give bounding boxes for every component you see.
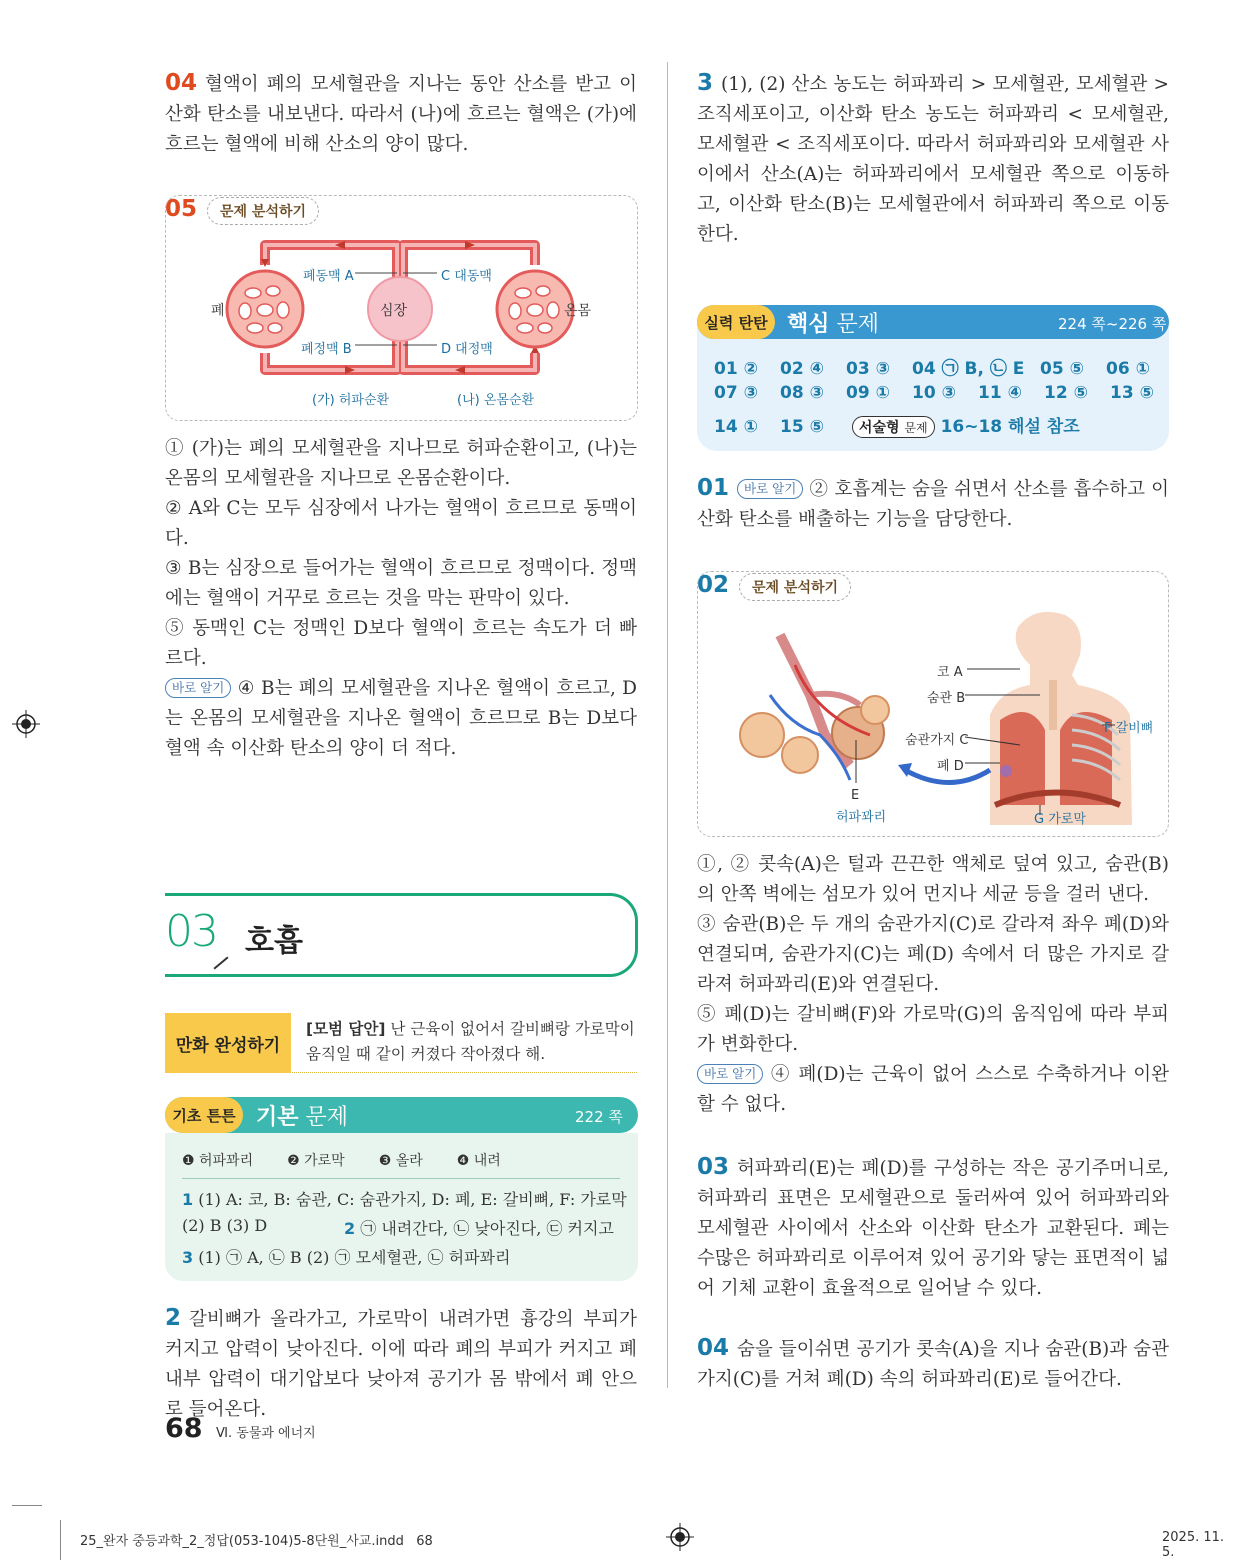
basic-line-2a: (2) B (3) D bbox=[182, 1216, 268, 1235]
q05-line-2: ② A와 C는 모두 심장에서 나가는 혈액이 흐르므로 동맥이다. bbox=[165, 498, 637, 549]
alveoli-cluster bbox=[740, 635, 889, 780]
print-file-name: 25_완자 중등과학_2_정답(053-104)5-8단원_사교.indd 68 bbox=[80, 1534, 433, 1549]
label-nose-a: 코 A bbox=[937, 665, 963, 680]
basic-line-2b: 2 ㉠ 내려간다, ㉡ 낮아진다, ㉢ 커지고 bbox=[344, 1219, 614, 1238]
q04-text: 04 혈액이 폐의 모세혈관을 지나는 동안 산소를 받고 이산화 탄소를 내보낸다. 따라서 (나)에 흐르는 혈액은 (가)에 흐르는 혈액에 비해 산소의 양이 많다. bbox=[165, 70, 637, 155]
basic-line-1: 1 (1) A: 코, B: 숨관, C: 숨관가지, D: 폐, E: 갈비뼈, F: 가로막 bbox=[182, 1190, 627, 1209]
body-label: 온몸 bbox=[564, 303, 592, 319]
q3-text: 3 (1), (2) 산소 농도는 허파꽈리 > 모세혈관, 모세혈관 > 조직세포이고, 이산화 탄소 농도는 허파꽈리 < 모세혈관, 모세혈관 < 조직세포이다. 따라서 허파꽈리와 모세혈관 사이에서 산소(A)는 허파꽈리에서 모세혈관 쪽으로 이동하고, 이산화 탄소(B)는 모세혈관에서 허파꽈리 쪽으로 이동한다. bbox=[697, 70, 1169, 245]
label-diaphragm-g: G 가로막 bbox=[1034, 812, 1086, 827]
basic-blanks: ❶ 허파꽈리 ❷ 가로막 ❸ 올라 ❹ 내려 bbox=[182, 1153, 501, 1169]
core-row-3: 14 ① 15 ⑤ 서술형 문제 16~18 해설 참조 bbox=[714, 417, 1080, 437]
column-divider bbox=[667, 62, 668, 1388]
basic-pages: 222 쪽 bbox=[575, 1108, 623, 1126]
q04-right-text: 04 숨을 들이쉬면 공기가 콧속(A)을 지나 숨관(B)과 숨관가지(C)를 거쳐 폐(D) 속의 허파꽈리(E)로 들어간다. bbox=[697, 1335, 1169, 1390]
section-header-box bbox=[165, 893, 638, 977]
basic-tag: 기초 튼튼 bbox=[165, 1097, 243, 1133]
q02-analysis-tag: 문제 분석하기 bbox=[739, 573, 851, 601]
q02-line-3: ⑤ 폐(D)는 갈비뼈(F)와 가로막(G)의 움직임에 따라 부피가 변화한다. bbox=[697, 1004, 1169, 1055]
label-trachea-b: 숨관 B bbox=[927, 691, 966, 706]
core-pages: 224 쪽~226 쪽 bbox=[1058, 315, 1167, 333]
q2-text: 2 갈비뼈가 올라가고, 가로막이 내려가면 흉강의 부피가 커지고 압력이 낮아진다. 이에 따라 폐의 부피가 커지고 폐 내부 압력이 대기압보다 낮아져 공기가 몸 밖에서 폐 안으로 들어온다. bbox=[165, 1305, 637, 1420]
registration-mark-icon bbox=[12, 710, 40, 738]
label-lung-d: 폐 D bbox=[937, 759, 964, 774]
section-title: 호흡 bbox=[245, 924, 303, 959]
label-bronchi-c: 숨관가지 C bbox=[905, 733, 969, 748]
circulation-diagram bbox=[165, 225, 638, 415]
label-pulmonary-circulation: (가) 허파순환 bbox=[312, 393, 390, 408]
respiratory-diagram bbox=[700, 605, 1165, 830]
cartoon-answer: [모범 답안] 난 근육이 없어서 갈비뼈랑 가로막이 움직일 때 같이 커졌다 작아졌다 해. bbox=[306, 1020, 635, 1063]
label-pulmonary-artery-a: 폐동맥 A bbox=[303, 269, 354, 284]
core-row-1: 01 ② 02 ④ 03 ③ 04 ㉠ B, ㉡ E 05 ⑤ 06 ① bbox=[714, 359, 1150, 379]
label-pulmonary-vein-b: 폐정맥 B bbox=[301, 342, 352, 357]
label-alveoli: 허파꽈리 bbox=[836, 810, 887, 825]
basic-line-3: 3 (1) ㉠ A, ㉡ B (2) ㉠ 모세혈관, ㉡ 허파꽈리 bbox=[182, 1248, 511, 1267]
q05-line-1: ① (가)는 폐의 모세혈관을 지나므로 허파순환이고, (나)는 온몸의 모세혈관을 지나므로 온몸순환이다. bbox=[165, 438, 637, 489]
label-e: E bbox=[851, 788, 860, 803]
core-title: 핵심 문제 bbox=[787, 312, 880, 337]
q05-line-4: ⑤ 동맥인 C는 정맥인 D보다 혈액이 흐르는 속도가 더 빠르다. bbox=[165, 618, 637, 669]
core-tag: 실력 탄탄 bbox=[697, 305, 775, 339]
q02-line-1: ①, ② 콧속(A)은 털과 끈끈한 액체로 덮여 있고, 숨관(B)의 안쪽 벽에는 섬모가 있어 먼지나 세균 등을 걸러 낸다. bbox=[697, 854, 1169, 905]
q03-text: 03 허파꽈리(E)는 폐(D)를 구성하는 작은 공기주머니로, 허파꽈리 표면은 모세혈관으로 둘러싸여 있어 허파꽈리와 모세혈관 사이에서 산소와 이산화 탄소가 교환된다. 폐는 수많은 허파꽈리로 이루어져 있어 공기와 닿는 표면적이 넓어 기체 교환이 효율적으로 일어날 수 있다. bbox=[697, 1154, 1169, 1299]
section-number: 03 bbox=[165, 906, 217, 957]
q05-analysis-tag: 문제 분석하기 bbox=[207, 197, 319, 225]
q02-correction: 바로 알기 ④ 폐(D)는 근육이 없어 스스로 수축하거나 이완할 수 없다. bbox=[697, 1064, 1169, 1115]
print-date: 2025. 11. 5. bbox=[1162, 1530, 1225, 1560]
q02-line-2: ③ 숨관(B)은 두 개의 숨관가지(C)로 갈라져 좌우 폐(D)와 연결되며, 숨관가지(C)는 폐(D) 속에서 더 많은 가지로 갈라져 허파꽈리(E)와 연결된다. bbox=[697, 914, 1169, 995]
quick-check-badge: 바로 알기 bbox=[165, 678, 231, 698]
page-number: 68 bbox=[165, 1413, 203, 1444]
q05-number: 05 bbox=[165, 196, 198, 222]
q02-explanations bbox=[697, 850, 1169, 1120]
cartoon-label: 만화 완성하기 bbox=[165, 1013, 291, 1073]
lung-label: 폐 bbox=[211, 303, 225, 319]
q05-explanations bbox=[165, 434, 637, 764]
label-aorta-c: C 대동맥 bbox=[441, 269, 492, 284]
label-systemic-circulation: (나) 온몸순환 bbox=[457, 393, 535, 408]
chapter-name: Ⅵ. 동물과 에너지 bbox=[216, 1426, 316, 1441]
q05-line-3: ③ B는 심장으로 들어가는 혈액이 흐르므로 정맥이다. 정맥에는 혈액이 거꾸로 흐르는 것을 막는 판막이 있다. bbox=[165, 558, 637, 609]
registration-mark-icon bbox=[666, 1523, 694, 1551]
q01-text: 01 바로 알기 ② 호흡계는 숨을 쉬면서 산소를 흡수하고 이산화 탄소를 배출하는 기능을 담당한다. bbox=[697, 475, 1169, 530]
core-row-2: 07 ③ 08 ③ 09 ① 10 ③ 11 ④ 12 ⑤ 13 ⑤ bbox=[714, 383, 1154, 403]
essay-badge: 서술형 문제 bbox=[852, 416, 935, 438]
label-vena-cava-d: D 대정맥 bbox=[441, 342, 493, 357]
heart-label: 심장 bbox=[380, 303, 408, 319]
label-ribs-f: F 갈비뼈 bbox=[1104, 721, 1154, 736]
basic-title: 기본 문제 bbox=[256, 1105, 349, 1130]
q02-number: 02 bbox=[697, 572, 730, 598]
q05-correction: 바로 알기 ④ B는 폐의 모세혈관을 지나온 혈액이 흐르고, D는 온몸의 모세혈관을 지나온 혈액이 흐르므로 B는 D보다 혈액 속 이산화 탄소의 양이 더 적다. bbox=[165, 678, 637, 759]
q04-number: 04 bbox=[165, 70, 198, 96]
